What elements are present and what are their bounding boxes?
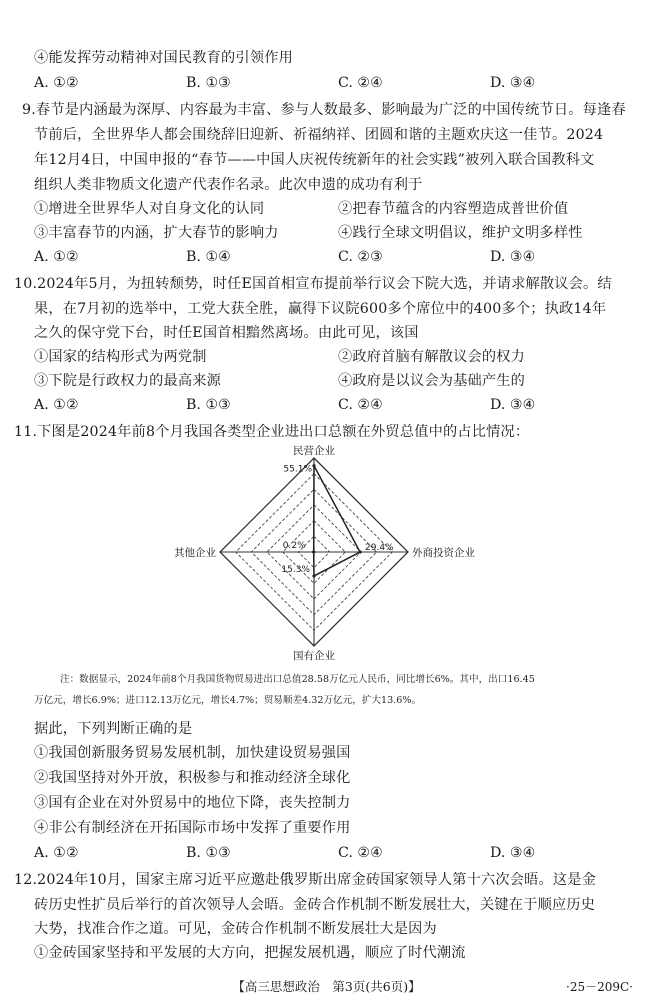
q11-note-line-1: 注：数据显示，2024年前8个月我国货物贸易进出口总值28.58万亿元人民币，同比增长6%。其中，出口16.45 xyxy=(60,674,535,685)
q10-option-c: C. ②④ xyxy=(338,397,383,413)
q11-intro: 11.下图是2024年前8个月我国各类型企业进出口总额在外贸总值中的占比情况： xyxy=(14,424,530,440)
radar-value-label-3: 0.2% xyxy=(282,541,306,551)
q12-statement-1: ①金砖国家坚持和平发展的大方向，把握发展机遇，顺应了时代潮流 xyxy=(34,945,466,961)
q11-stem: 据此，下列判断正确的是 xyxy=(34,721,193,737)
q9-statement-2: ②把春节蕴含的内容塑造成普世价值 xyxy=(338,201,569,217)
q9-line-1: 9.春节是内涵最为深厚、内容最为丰富、参与人数最多、影响最为广泛的中国传统节日。每逢春 xyxy=(22,102,626,118)
q10-statement-1: ①国家的结构形式为两党制 xyxy=(34,349,207,365)
q9-statement-4: ④践行全球文明倡议，维护文明多样性 xyxy=(338,225,583,241)
q11-statement-2: ②我国坚持对外开放，积极参与和推动经济全球化 xyxy=(34,770,351,786)
q8-option-b: B. ①③ xyxy=(186,75,231,91)
q10-line-1: 10.2024年5月，为扭转颓势，时任E国首相宣布提前举行议会下院大选，并请求解散议会。结 xyxy=(14,276,612,292)
q11-option-d: D. ③④ xyxy=(490,845,536,861)
q11-option-a: A. ①② xyxy=(34,845,79,861)
radar-category-label-3: 其他企业 xyxy=(174,547,216,559)
q9-option-a: A. ①② xyxy=(34,249,79,265)
page-footer: 【高三思想政治 第3页(共6页)】 xyxy=(232,979,421,994)
radar-point-0 xyxy=(312,464,315,467)
q11-statement-4: ④非公有制经济在开拓国际市场中发挥了重要作用 xyxy=(34,820,351,836)
radar-labels xyxy=(174,444,475,662)
q9-line-2: 节前后，全世界华人都会围绕辞旧迎新、祈福纳祥、团圆和谐的主题欢庆这一佳节。2024 xyxy=(34,127,604,143)
radar-chart xyxy=(160,440,500,665)
q8-statement-4: ④能发挥劳动精神对国民教育的引领作用 xyxy=(34,50,293,66)
q11-statement-1: ①我国创新服务贸易发展机制，加快建设贸易强国 xyxy=(34,745,351,761)
radar-value-label-2: 15.3% xyxy=(281,564,310,575)
q9-line-4: 组织人类非物质文化遗产代表作名录。此次申遗的成功有利于 xyxy=(34,177,423,193)
q9-statement-1: ①增进全世界华人对自身文化的认同 xyxy=(34,201,265,217)
radar-category-label-0: 民营企业 xyxy=(293,445,335,457)
q11-statement-3: ③国有企业在对外贸易中的地位下降，丧失控制力 xyxy=(34,795,351,811)
q9-statement-3: ③丰富春节的内涵，扩大春节的影响力 xyxy=(34,225,279,241)
q10-statement-3: ③下院是行政权力的最高来源 xyxy=(34,373,222,389)
radar-point-3 xyxy=(312,550,315,553)
radar-value-label-0: 55.1% xyxy=(283,464,312,475)
q10-line-3: 之久的保守党下台，时任E国首相黯然离场。由此可见，该国 xyxy=(34,325,419,341)
radar-category-label-2: 国有企业 xyxy=(293,650,335,662)
q10-option-a: A. ①② xyxy=(34,397,79,413)
q12-line-3: 大势，找准合作之道。可见，金砖合作机制不断发展壮大是因为 xyxy=(34,921,437,937)
q11-option-b: B. ①③ xyxy=(186,845,231,861)
q8-option-d: D. ③④ xyxy=(490,75,536,91)
q10-line-2: 果，在7月初的选举中，工党大获全胜，赢得下议院600多个席位中的400多个；执政14年 xyxy=(34,301,607,317)
radar-point-2 xyxy=(312,574,315,577)
q11-note-line-2: 万亿元，增长6.9%；进口12.13万亿元，增长4.7%；贸易顺差4.32万亿元，扩大13.6%。 xyxy=(34,695,422,706)
radar-value-label-1: 29.4% xyxy=(365,543,394,553)
q9-option-c: C. ②③ xyxy=(338,249,383,265)
q8-option-c: C. ②④ xyxy=(338,75,383,91)
q8-option-a: A. ①② xyxy=(34,75,79,91)
q10-option-d: D. ③④ xyxy=(490,397,536,413)
radar-category-label-1: 外商投资企业 xyxy=(412,547,475,559)
q9-option-d: D. ③④ xyxy=(490,249,536,265)
q11-option-c: C. ②④ xyxy=(338,845,383,861)
q12-line-2: 砖历史性扩员后举行的首次领导人会晤。金砖合作机制不断发展壮大，关键在于顺应历史 xyxy=(34,897,596,913)
q10-statement-2: ②政府首脑有解散议会的权力 xyxy=(338,349,526,365)
q12-line-1: 12.2024年10月，国家主席习近平应邀赴俄罗斯出席金砖国家领导人第十六次会晤。这是金 xyxy=(14,872,597,888)
q9-option-b: B. ①④ xyxy=(186,249,231,265)
q9-line-3: 年12月4日，中国申报的“春节——中国人庆祝传统新年的社会实践”被列入联合国教科文 xyxy=(34,152,595,168)
q10-statement-4: ④政府是以议会为基础产生的 xyxy=(338,373,526,389)
paper-code: ·25－209C· xyxy=(566,980,633,994)
radar-point-1 xyxy=(358,550,361,553)
q10-option-b: B. ①③ xyxy=(186,397,231,413)
